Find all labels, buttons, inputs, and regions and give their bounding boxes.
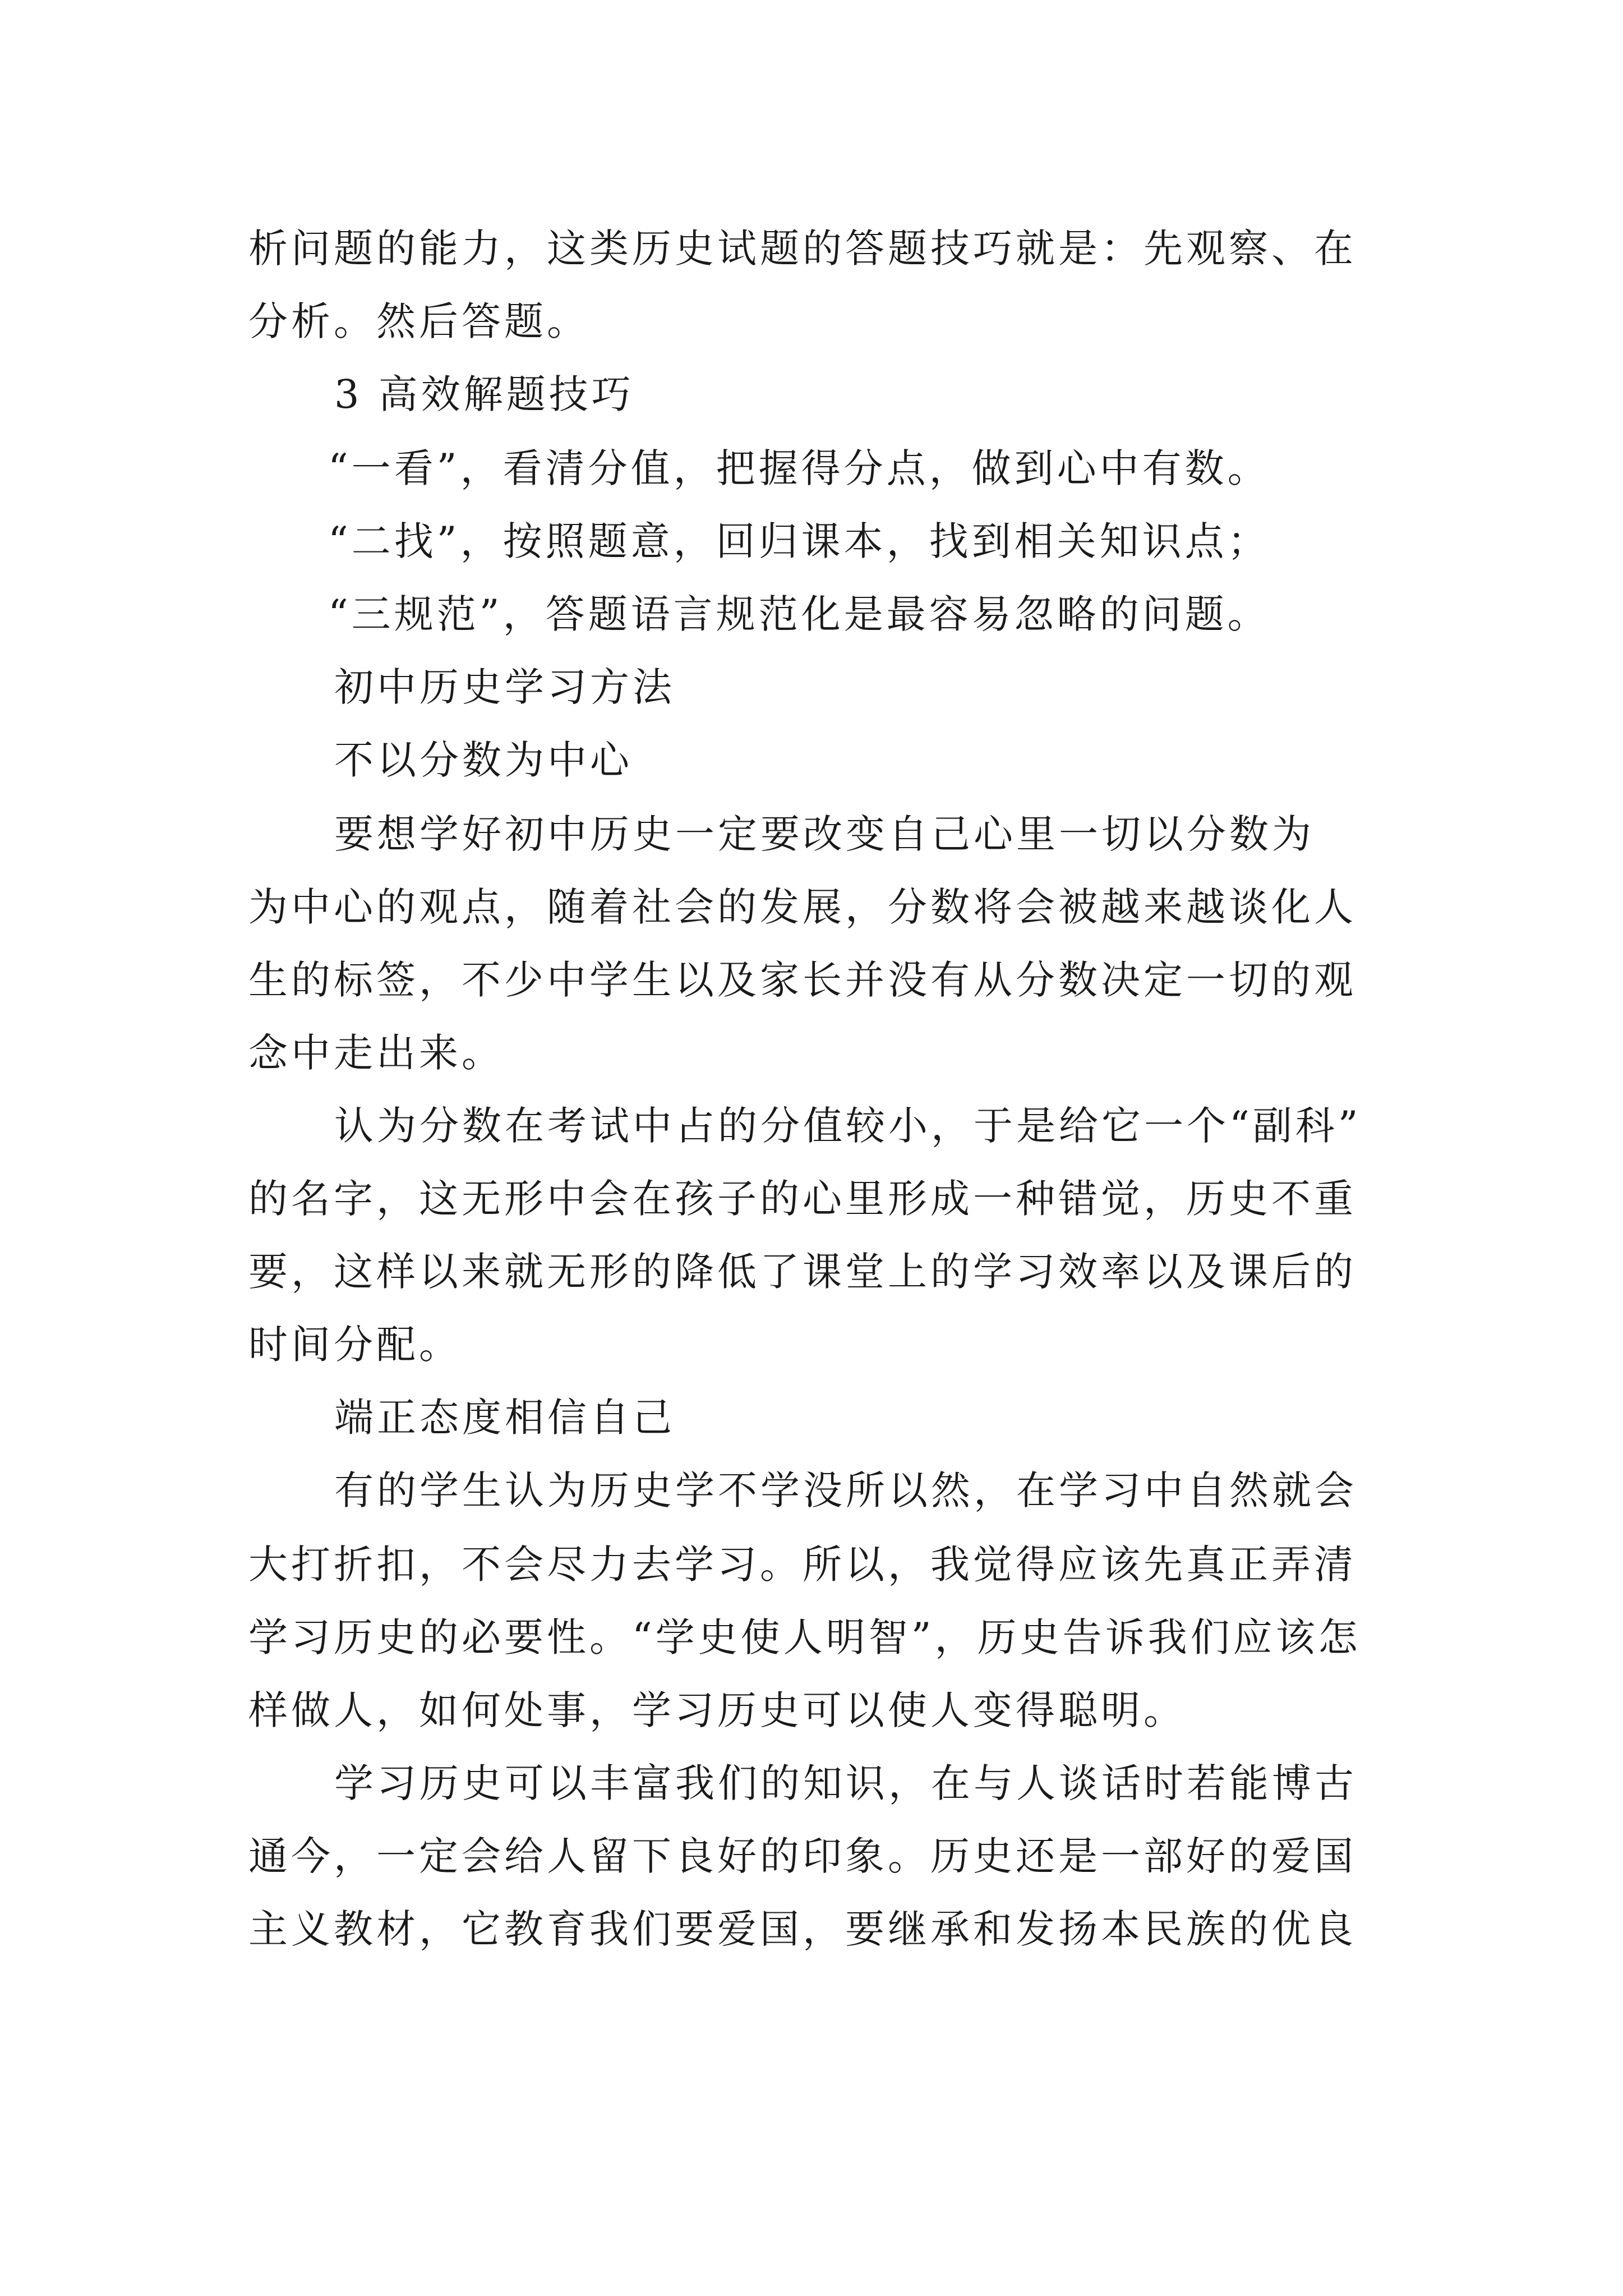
section-heading: 3 高效解题技巧 bbox=[334, 371, 634, 417]
text-line: 主义教材，它教育我们要爱国，要继承和发扬本民族的优良 bbox=[248, 1906, 1357, 1952]
text-line: 要，这样以来就无形的降低了课堂上的学习效率以及课后的 bbox=[248, 1249, 1357, 1295]
text-line: 样做人，如何处事，学习历史可以使人变得聪明。 bbox=[248, 1687, 1186, 1733]
text-line: 生的标签，不少中学生以及家长并没有从分数决定一切的观 bbox=[248, 957, 1357, 1003]
section-heading: 不以分数为中心 bbox=[334, 737, 633, 783]
text-line: 时间分配。 bbox=[248, 1322, 462, 1368]
text-line: 要想学好初中历史一定要改变自己心里一切以分数为 bbox=[334, 811, 1315, 857]
text-line: “一看”，看清分值，把握得分点，做到心中有数。 bbox=[328, 445, 1270, 491]
text-line: “三规范”，答题语言规范化是最容易忽略的问题。 bbox=[328, 591, 1270, 637]
section-heading: 端正态度相信自己 bbox=[334, 1395, 675, 1441]
text-line: 念中走出来。 bbox=[248, 1030, 504, 1076]
text-line: 析问题的能力，这类历史试题的答题技巧就是：先观察、在 bbox=[248, 226, 1357, 272]
text-line: 分析。然后答题。 bbox=[248, 298, 589, 344]
text-line: 的名字，这无形中会在孩子的心里形成一种错觉，历史不重 bbox=[248, 1176, 1357, 1222]
section-heading: 初中历史学习方法 bbox=[334, 664, 675, 710]
text-line: 通今，一定会给人留下良好的印象。历史还是一部好的爱国 bbox=[248, 1833, 1357, 1879]
text-line: 为中心的观点，随着社会的发展，分数将会被越来越谈化人 bbox=[248, 884, 1357, 930]
text-line: 认为分数在考试中占的分值较小，于是给它一个“副科” bbox=[334, 1103, 1362, 1149]
text-line: 学习历史的必要性。“学史使人明智”，历史告诉我们应该怎 bbox=[248, 1614, 1361, 1660]
text-line: “二找”，按照题意，回归课本，找到相关知识点； bbox=[328, 518, 1270, 564]
text-line: 有的学生认为历史学不学没所以然，在学习中自然就会 bbox=[334, 1467, 1357, 1513]
text-line: 大打折扣，不会尽力去学习。所以，我觉得应该先真正弄清 bbox=[248, 1542, 1357, 1588]
text-line: 学习历史可以丰富我们的知识，在与人谈话时若能博古 bbox=[334, 1760, 1357, 1806]
